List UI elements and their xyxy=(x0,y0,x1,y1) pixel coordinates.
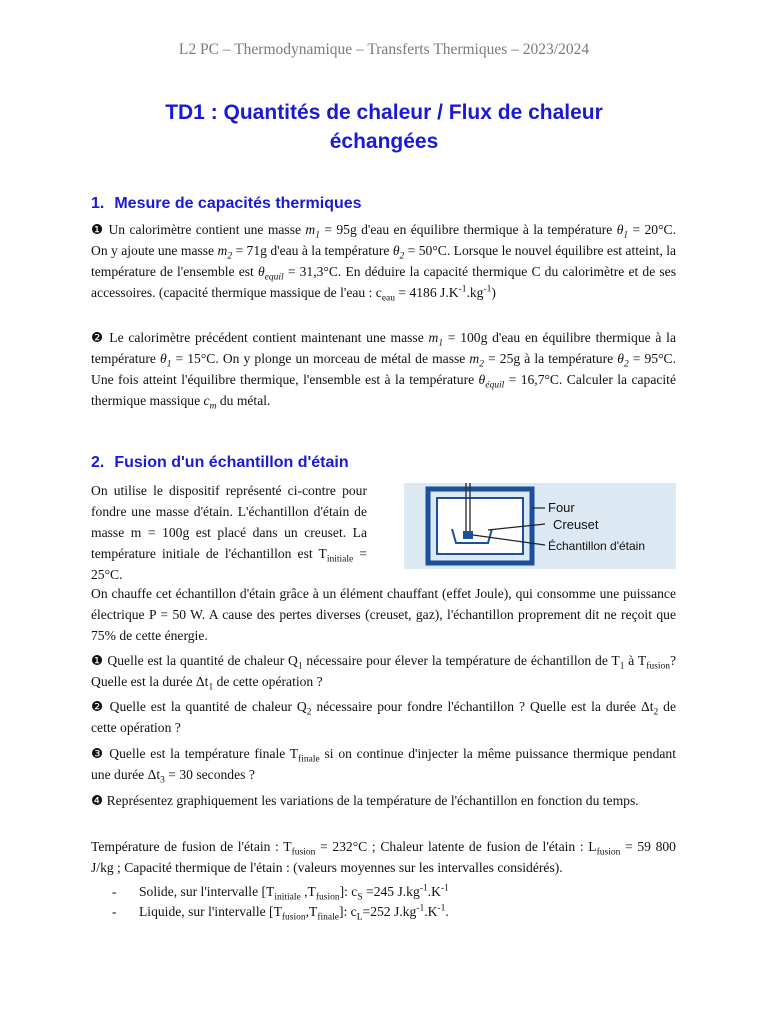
text: ,T xyxy=(300,884,316,899)
text: = 71g d'eau à la température xyxy=(232,243,393,258)
text: = 31,3°C. En déduire la capacité thermique C du calorimètre et de ses accessoires. (capacité thermique massique de l'eau : c xyxy=(91,264,676,300)
text: = 95°C. Une fois atteint l'équilibre thermique, l'ensemble est à la température xyxy=(91,351,677,387)
furnace-diagram-svg xyxy=(404,483,676,569)
symbol-theta: θ xyxy=(392,243,400,258)
symbol-theta: θ xyxy=(257,264,265,279)
superscript: -1 xyxy=(483,284,492,295)
text: =252 J.kg xyxy=(362,904,417,919)
subscript: 2 xyxy=(623,359,629,370)
list-dash: - xyxy=(112,884,117,899)
subscript: L xyxy=(356,912,363,923)
subscript: 1 xyxy=(623,230,629,241)
text: Quelle est la quantité de chaleur Q xyxy=(103,653,298,668)
section-2-data xyxy=(91,836,676,878)
text: = 59 800 J/kg ; Capacité thermique de l'étain : (valeurs moyennes sur les intervalles considérés). xyxy=(91,839,676,875)
section-2-heating xyxy=(91,583,676,646)
text: ,T xyxy=(305,904,318,919)
subscript: eau xyxy=(381,293,395,304)
symbol-m: m xyxy=(305,222,316,237)
text: =245 J.kg xyxy=(362,884,420,899)
section-2-question-4 xyxy=(91,790,676,811)
superscript: -1 xyxy=(458,284,467,295)
text: . xyxy=(445,904,449,919)
page-title xyxy=(120,98,648,156)
section-1-number: 1. xyxy=(91,195,105,212)
text: Solide, sur l'intervalle [T xyxy=(139,884,275,899)
subscript: 1 xyxy=(619,661,625,672)
title-line-1: TD1 : Quantités de chaleur / Flux de chaleur xyxy=(165,101,603,124)
subscript: finale xyxy=(298,754,320,765)
subscript: 2 xyxy=(227,251,233,262)
text: Représentez graphiquement les variations de la température de l'échantillon en fonction du temps. xyxy=(103,793,639,808)
text: ]: c xyxy=(339,884,358,899)
section-2-question-1 xyxy=(91,650,676,692)
superscript: -1 xyxy=(437,903,446,914)
text: .kg xyxy=(466,285,484,300)
marker-1: ❶ xyxy=(91,222,105,237)
text: On utilise le dispositif représenté ci-contre pour fondre une masse d'étain. L'échantillon d'étain de masse m = 100g est placé dans un creuset. La température initiale de l'échantillon est T xyxy=(91,483,367,561)
subscript: fusion xyxy=(596,847,621,858)
text: = 20°C. On y ajoute une masse xyxy=(91,222,676,258)
symbol-c: c xyxy=(203,393,210,408)
text: nécessaire pour fondre l'échantillon ? Quelle est la durée Δt xyxy=(311,699,654,714)
subscript: equil xyxy=(264,272,284,283)
label-four: Four xyxy=(548,500,575,515)
label-creuset: Creuset xyxy=(553,517,599,532)
section-2-question-3 xyxy=(91,743,676,785)
section-2-question-2 xyxy=(91,696,676,738)
section-1-title: Mesure de capacités thermiques xyxy=(114,195,362,212)
symbol-theta: θ xyxy=(478,372,486,387)
tin-sample xyxy=(463,531,473,539)
subscript: équil xyxy=(485,380,505,391)
text: Le calorimètre précédent contient maintenant une masse xyxy=(104,330,429,345)
marker-2: ❷ xyxy=(91,330,105,345)
subscript: S xyxy=(357,892,363,903)
symbol-m: m xyxy=(428,330,439,345)
marker-4: ❹ xyxy=(91,793,104,808)
text: Température de fusion de l'étain : T xyxy=(91,839,292,854)
symbol-m: m xyxy=(217,243,228,258)
section-2-heading xyxy=(91,454,349,472)
section-2-intro xyxy=(91,480,367,585)
text: = 16,7°C. Calculer la capacité thermique massique xyxy=(91,372,676,408)
section-2-number: 2. xyxy=(91,454,105,471)
subscript: fusion xyxy=(291,847,316,858)
text: Quelle est la quantité de chaleur Q xyxy=(104,699,307,714)
text: à T xyxy=(624,653,647,668)
running-header: L2 PC – Thermodynamique – Transferts Thermiques – 2023/2024 xyxy=(178,41,590,58)
subscript: 3 xyxy=(160,775,165,786)
furnace-diagram xyxy=(404,483,676,569)
symbol-theta: θ xyxy=(160,351,167,366)
text: Quelle est la température finale T xyxy=(104,746,299,761)
subscript: 1 xyxy=(315,230,320,241)
marker-3: ❸ xyxy=(91,746,105,761)
text: .K xyxy=(427,884,441,899)
text: On chauffe cet échantillon d'étain grâce à un élément chauffant (effet Joule), qui consomme une puissance électrique P = 50 W. A cause des pertes diverses (creuset, gaz), l'échantillon proprement dit ne reçoit que 75% de cette énergie. xyxy=(91,586,676,643)
text: = 50°C. Lorsque le nouvel équilibre est atteint, la température de l'ensemble est xyxy=(91,243,677,279)
text: = 4186 J.K xyxy=(395,285,459,300)
section-1-heading xyxy=(91,195,362,213)
subscript: finale xyxy=(317,912,339,923)
superscript: -1 xyxy=(419,883,428,894)
symbol-theta: θ xyxy=(616,222,624,237)
subscript: m xyxy=(209,401,217,412)
marker-1: ❶ xyxy=(91,653,104,668)
text: ? Quelle est la durée Δt xyxy=(91,653,676,689)
superscript: -1 xyxy=(416,903,425,914)
subscript: fusion xyxy=(281,912,306,923)
title-line-2: échangées xyxy=(329,130,439,153)
subscript: initiale xyxy=(274,892,301,903)
text: = 95g d'eau en équilibre thermique à la température xyxy=(319,222,617,237)
text: ) xyxy=(491,285,496,300)
subscript: 2 xyxy=(399,251,405,262)
text: = 30 secondes ? xyxy=(164,767,255,782)
furnace-wall-inner xyxy=(437,498,523,554)
text: si on continue d'injecter la même puissance thermique pendant une durée Δt xyxy=(91,746,676,782)
text: Liquide, sur l'intervalle [T xyxy=(139,904,282,919)
text: ]: c xyxy=(338,904,357,919)
subscript: fusion xyxy=(646,661,670,672)
label-echantillon: Échantillon d'étain xyxy=(548,539,646,553)
text: = 232°C ; Chaleur latente de fusion de l'étain : L xyxy=(315,839,597,854)
list-item xyxy=(112,882,672,902)
subscript: 2 xyxy=(653,707,659,718)
heat-capacity-list xyxy=(112,882,672,922)
symbol-m: m xyxy=(469,351,480,366)
subscript: 1 xyxy=(208,682,214,693)
section-1-question-2 xyxy=(91,327,676,411)
list-dash: - xyxy=(112,904,117,919)
text: = 25°C. xyxy=(91,546,367,582)
list-item xyxy=(112,902,672,922)
subscript: 1 xyxy=(297,661,303,672)
subscript: 1 xyxy=(438,338,444,349)
text: = 15°C. On y plonge un morceau de métal de masse xyxy=(171,351,470,366)
text: de cette opération ? xyxy=(91,699,677,735)
subscript: 1 xyxy=(166,359,172,370)
text: Un calorimètre contient une masse xyxy=(104,222,306,237)
section-1-question-1 xyxy=(91,219,676,303)
subscript: 2 xyxy=(479,359,484,370)
subscript: 2 xyxy=(306,707,312,718)
text: = 25g à la température xyxy=(483,351,618,366)
text: du métal. xyxy=(216,393,271,408)
symbol-theta: θ xyxy=(617,351,624,366)
subscript: initiale xyxy=(326,554,354,565)
text: nécessaire pour élever la température de échantillon de T xyxy=(302,653,620,668)
marker-2: ❷ xyxy=(91,699,105,714)
subscript: fusion xyxy=(315,892,340,903)
section-2-title: Fusion d'un échantillon d'étain xyxy=(114,454,349,471)
text: = 100g d'eau en équilibre thermique à la température xyxy=(91,330,676,366)
text: de cette opération ? xyxy=(213,674,323,689)
text: .K xyxy=(424,904,438,919)
superscript: -1 xyxy=(440,883,449,894)
